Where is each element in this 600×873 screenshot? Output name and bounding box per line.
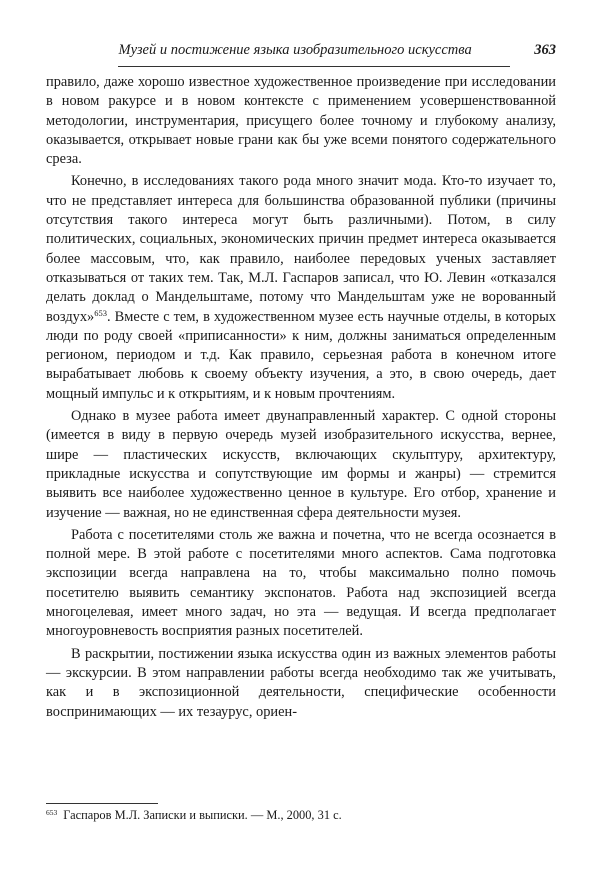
paragraph-3: Однако в музее работа имеет двунаправленный характер. С одной стороны (имеется в виду в первую очередь музей изобразительного искусства, вернее, шире — пластических искусств, включающих скульптуру, архитектуру, прикладные искусства и сопутствующие им формы и жанры) — стремится выявить все наиболее художественно ценное в культуре. Его отбор, хранение и изучение — важная, но не единственная сфера деятельности музея.	[46, 408, 556, 521]
running-title: Музей и постижение языка изобразительного искусства	[118, 42, 472, 58]
footnote-number: 653	[46, 808, 58, 817]
footnote	[46, 808, 556, 823]
paragraph-5: В раскрытии, постижении языка искусства один из важных элементов работы — экскурсии. В этом направлении работы всегда необходимо так же учитывать, как и в экспозиционной деятельности, специфические особенности воспринимающих — их тезаурус, ориен-	[46, 645, 556, 720]
running-header	[46, 42, 556, 59]
footnote-rule	[46, 803, 158, 804]
paragraph-2-part-2: . Вместе с тем, в художественном музее есть научные отделы, в которых люди по роду своей «приписанности» к ним, должны заниматься определенным регионом, периодом и т.д. Как правило, серьезная работа в конечном итоге вырабатывает любовь к своему объекту изучения, а это, в свою очередь, дает мощный импульс и к открытиям, и к новым прочтениям.	[46, 308, 556, 402]
paragraph-1: правило, даже хорошо известное художественное произведение при исследовании в новом ракурсе и в новом контексте с применением усовершенствованной методологии, инструментария, присущего более точному и глубокому анализу, оказывается, открывает новые грани как бы уже всеми понятого содержательного среза.	[46, 74, 556, 168]
main-text	[46, 73, 556, 722]
footnote-text: Гаспаров М.Л. Записки и выписки. — М., 2000, 31 с.	[63, 808, 342, 822]
paragraph-2-part-1: Конечно, в исследованиях такого рода много значит мода. Кто-то изучает то, что не представляет интереса для большинства образованной публики (причины отсутствия такого интереса могут быть различными). Потом, в силу политических, социальных, экономических причин предмет интереса оказывается более массовым, что, как правило, наиболее передовых ученых заставляет отказываться от таких тем. Так, М.Л. Гаспаров записал, что Ю. Левин «отказался делать доклад о Мандельштаме, потому что Мандельштам уже не ворованный воздух»	[46, 173, 556, 325]
page-number: 363	[534, 42, 556, 58]
paragraph-4: Работа с посетителями столь же важна и почетна, что не всегда осознается в полной мере. В этой работе с посетителями много аспектов. Сама подготовка экспозиции всегда направлена на то, чтобы максимально полно помочь посетителю выявить семантику экспонатов. Работа над экспозицией всегда многоцелевая, имеет много задач, но эта — ведущая. И всегда предполагает многоуровневость восприятия разных посетителей.	[46, 526, 556, 640]
paragraph-2	[46, 172, 556, 404]
footnote-reference: 653	[94, 307, 107, 318]
header-rule	[118, 66, 510, 67]
